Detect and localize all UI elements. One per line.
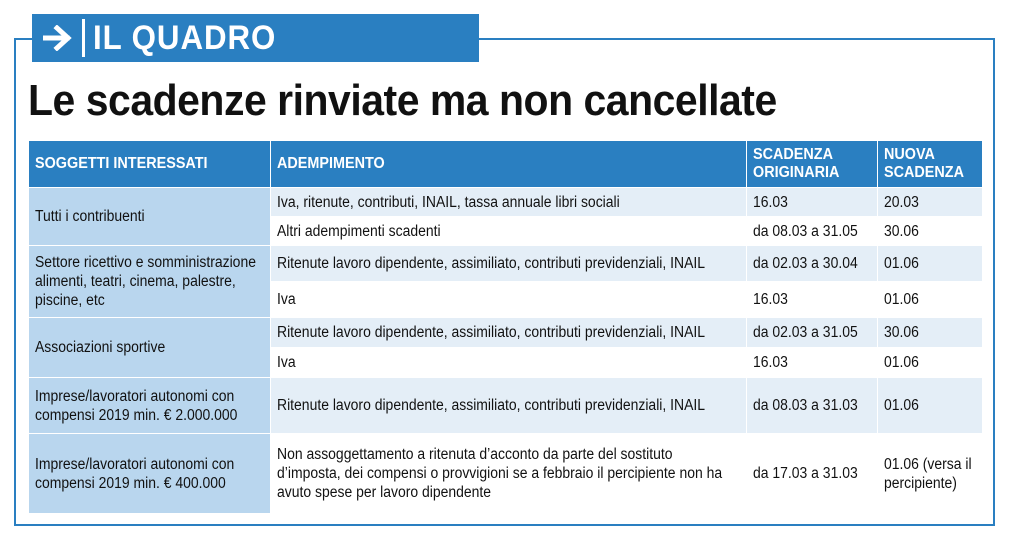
new-deadline-cell: 01.06 — [878, 282, 983, 318]
original-deadline-cell: 16.03 — [747, 282, 878, 318]
headline: Le scadenze rinviate ma non cancellate — [28, 76, 777, 125]
adempimento-cell: Ritenute lavoro dipendente, assimiliato, contributi previdenziali, INAIL — [271, 246, 747, 282]
new-deadline-cell: 01.06 — [878, 378, 983, 434]
table-row — [29, 378, 983, 434]
arrow-right-icon — [36, 18, 80, 58]
new-deadline-cell: 01.06 — [878, 348, 983, 378]
original-deadline-cell: 16.03 — [747, 348, 878, 378]
subject-cell: Imprese/lavoratori autonomi con compensi 2019 min. € 400.000 — [29, 434, 271, 514]
table-row — [29, 246, 983, 282]
original-deadline-cell: da 17.03 a 31.03 — [747, 434, 878, 514]
adempimento-cell: Iva — [271, 282, 747, 318]
table-row — [29, 434, 983, 514]
adempimento-cell: Iva — [271, 348, 747, 378]
adempimento-cell: Non assoggettamento a ritenuta d’acconto da parte del sostituto d’imposta, dei compensi o provvigioni se a febbraio il percipiente non ha avuto spese per lavoro dipendente — [271, 434, 747, 514]
subject-cell: Tutti i contribuenti — [29, 188, 271, 246]
table-row — [29, 188, 983, 217]
adempimento-cell: Iva, ritenute, contributi, INAIL, tassa annuale libri sociali — [271, 188, 747, 217]
table-row — [29, 318, 983, 348]
column-header: SOGGETTI INTERESSATI — [29, 141, 271, 188]
original-deadline-cell: da 02.03 a 30.04 — [747, 246, 878, 282]
column-header: ADEMPIMENTO — [271, 141, 747, 188]
deadlines-table — [28, 140, 983, 514]
original-deadline-cell: da 08.03 a 31.03 — [747, 378, 878, 434]
adempimento-cell: Altri adempimenti scadenti — [271, 217, 747, 246]
table-header-row — [29, 141, 983, 188]
section-label: IL QUADRO — [93, 18, 277, 57]
column-header: NUOVA SCADENZA — [878, 141, 983, 188]
subject-cell: Settore ricettivo e somministrazione alimenti, teatri, cinema, palestre, piscine, etc — [29, 246, 271, 318]
column-header: SCADENZA ORIGINARIA — [747, 141, 878, 188]
section-tag — [32, 14, 479, 62]
new-deadline-cell: 01.06 (versa il percipiente) — [878, 434, 983, 514]
original-deadline-cell: 16.03 — [747, 188, 878, 217]
subject-cell: Imprese/lavoratori autonomi con compensi 2019 min. € 2.000.000 — [29, 378, 271, 434]
original-deadline-cell: da 08.03 a 31.05 — [747, 217, 878, 246]
adempimento-cell: Ritenute lavoro dipendente, assimiliato, contributi previdenziali, INAIL — [271, 378, 747, 434]
new-deadline-cell: 30.06 — [878, 217, 983, 246]
new-deadline-cell: 01.06 — [878, 246, 983, 282]
adempimento-cell: Ritenute lavoro dipendente, assimiliato, contributi previdenziali, INAIL — [271, 318, 747, 348]
new-deadline-cell: 30.06 — [878, 318, 983, 348]
tag-divider — [82, 19, 85, 57]
new-deadline-cell: 20.03 — [878, 188, 983, 217]
original-deadline-cell: da 02.03 a 31.05 — [747, 318, 878, 348]
subject-cell: Associazioni sportive — [29, 318, 271, 378]
